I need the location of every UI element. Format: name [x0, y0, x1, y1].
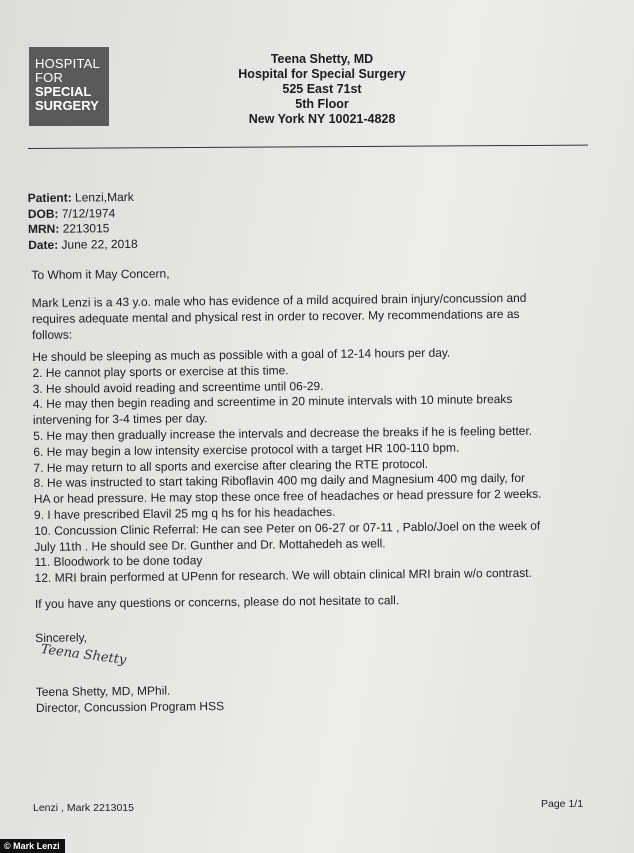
dob-value: 7/12/1974 — [61, 205, 116, 221]
list-item: 4. He may then begin reading and screentime in 20 minute intervals with 10 minute breaks — [32, 392, 513, 412]
list-item: 7. He may return to all sports and exercise after clearing the RTE protocol. — [33, 456, 429, 475]
doctor-name: Teena Shetty, MD — [270, 52, 374, 66]
list-item: 11. Bloodwork to be done today — [34, 553, 203, 570]
signer-name: Teena Shetty, MD, MPhil. — [35, 683, 171, 699]
street-address: 525 East 71st — [282, 82, 362, 96]
patient-name: Lenzi,Mark — [74, 189, 134, 205]
floor: 5th Floor — [295, 97, 349, 111]
hospital-name: Hospital for Special Surgery — [238, 67, 406, 81]
intro-line: requires adequate mental and physical rest in order to recover. My recommendations are as — [31, 306, 520, 327]
logo-line-1: HOSPITAL — [35, 56, 100, 71]
recommendations-list — [32, 345, 542, 587]
list-item: intervening for 3-4 times per day. — [32, 411, 208, 428]
list-item: 6. He may begin a low intensity exercise protocol with a target HR 100-110 bpm. — [33, 440, 460, 459]
signer-title: Director, Concussion Program HSS — [35, 699, 225, 715]
list-item: 2. He cannot play sports or exercise at this time. — [32, 363, 289, 380]
patient-label: Patient: — [27, 190, 72, 206]
list-item: He should be sleeping as much as possible with a goal of 12-14 hours per day. — [32, 345, 451, 365]
date-label: Date: — [28, 237, 59, 252]
patient-info — [28, 190, 138, 253]
logo-line-2: FOR — [35, 70, 64, 85]
photo-credit: © Mark Lenzi — [0, 839, 65, 853]
list-item: 12. MRI brain performed at UPenn for research. We will obtain clinical MRI brain w/o contrast. — [34, 565, 533, 586]
salutation: To Whom it May Concern, — [31, 266, 170, 283]
logo-line-3: SPECIAL — [35, 84, 92, 99]
city-zip: New York NY 10021-4828 — [248, 112, 396, 126]
sign-off: Sincerely, — [35, 630, 88, 645]
page-number: Page 1/1 — [541, 798, 584, 810]
logo-line-4: SURGERY — [35, 98, 99, 113]
footer-patient-id: Lenzi , Mark 2213015 — [33, 802, 134, 814]
list-item: 5. He may then gradually increase the intervals and decrease the breaks if he is feeling better. — [33, 423, 533, 443]
mrn-label: MRN: — [27, 221, 60, 237]
list-item: 3. He should avoid reading and screentime until 06-29. — [32, 378, 324, 396]
dob-label: DOB: — [27, 206, 59, 221]
intro-paragraph — [32, 290, 527, 343]
list-item: HA or head pressure. He may stop these once free of headaches or head pressure for 2 weeks. — [33, 486, 542, 507]
list-item: 8. He was instructed to start taking Riboflavin 400 mg daily and Magnesium 400 mg daily, for — [33, 471, 526, 491]
closing-note: If you have any questions or concerns, please do not hesitate to call. — [34, 593, 400, 611]
date-value: June 22, 2018 — [61, 236, 138, 252]
handwritten-signature: Teena Shetty — [39, 642, 128, 668]
intro-line: Mark Lenzi is a 43 y.o. male who has evidence of a mild acquired brain injury/concussion and — [31, 290, 527, 311]
intro-line: follows: — [32, 327, 73, 343]
mrn-value: 2213015 — [62, 221, 110, 236]
list-item: 9. I have prescribed Elavil 25 mg q hs for his headaches. — [33, 504, 336, 522]
list-item: July 11th . He should see Dr. Gunther and Dr. Mottahedeh as well. — [34, 535, 386, 554]
list-item: 10. Concussion Clinic Referral: He can see Peter on 06-27 or 07-11 , Pablo/Joel on the week of — [34, 518, 541, 538]
